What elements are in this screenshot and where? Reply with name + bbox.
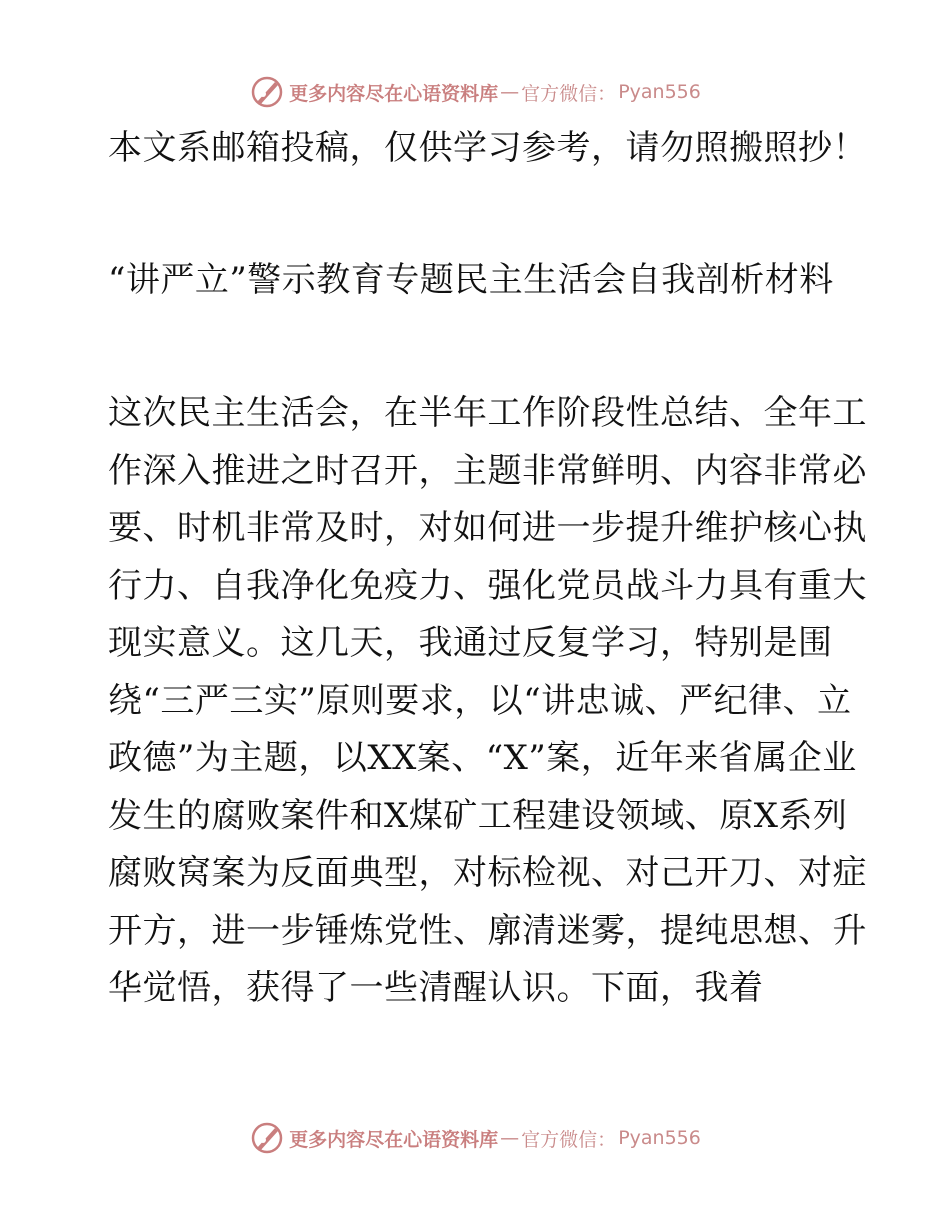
footer-watermark (0, 1118, 950, 1158)
notice-text: 本文系邮箱投稿，仅供学习参考，请勿照搬照抄！ (108, 128, 867, 168)
watermark-separator: — (500, 1127, 520, 1149)
header-watermark (0, 72, 950, 112)
watermark-separator: — (500, 81, 520, 103)
body-paragraph: 这次民主生活会，在半年工作阶段性总结、全年工作深入推进之时召开，主题非常鲜明、内容非常必要、时机非常及时，对如何进一步提升维护核心执行力、自我净化免疫力、强化党员战斗力具有重大现实意义。这几天，我通过反复学习，特别是围绕“三严三实”原则要求，以“讲忠诚、严纪律、立政德”为主题，以XX案、“X”案，近年来省属企业发生的腐败案件和X煤矿工程建设领域、原X系列腐败窝案为反面典型，对标检视、对己开刀、对症开方，进一步锤炼党性、廓清迷雾，提纯思想、升华觉悟，获得了一些清醒认识。下面，我着 (108, 393, 867, 1008)
document-title: “讲严立”警示教育专题民主生活会自我剖析材料 (108, 260, 834, 300)
watermark-site-text: 更多内容尽在心语资料库 (289, 82, 499, 105)
pen-logo-icon (249, 74, 285, 110)
watermark-wechat-label: 官方微信： (521, 82, 617, 105)
pen-logo-icon (249, 1120, 285, 1156)
watermark-wechat-id: Pyan556 (618, 81, 701, 103)
watermark-wechat-label: 官方微信： (521, 1128, 617, 1151)
watermark-wechat-id: Pyan556 (618, 1127, 701, 1149)
watermark-site-text: 更多内容尽在心语资料库 (289, 1128, 499, 1151)
